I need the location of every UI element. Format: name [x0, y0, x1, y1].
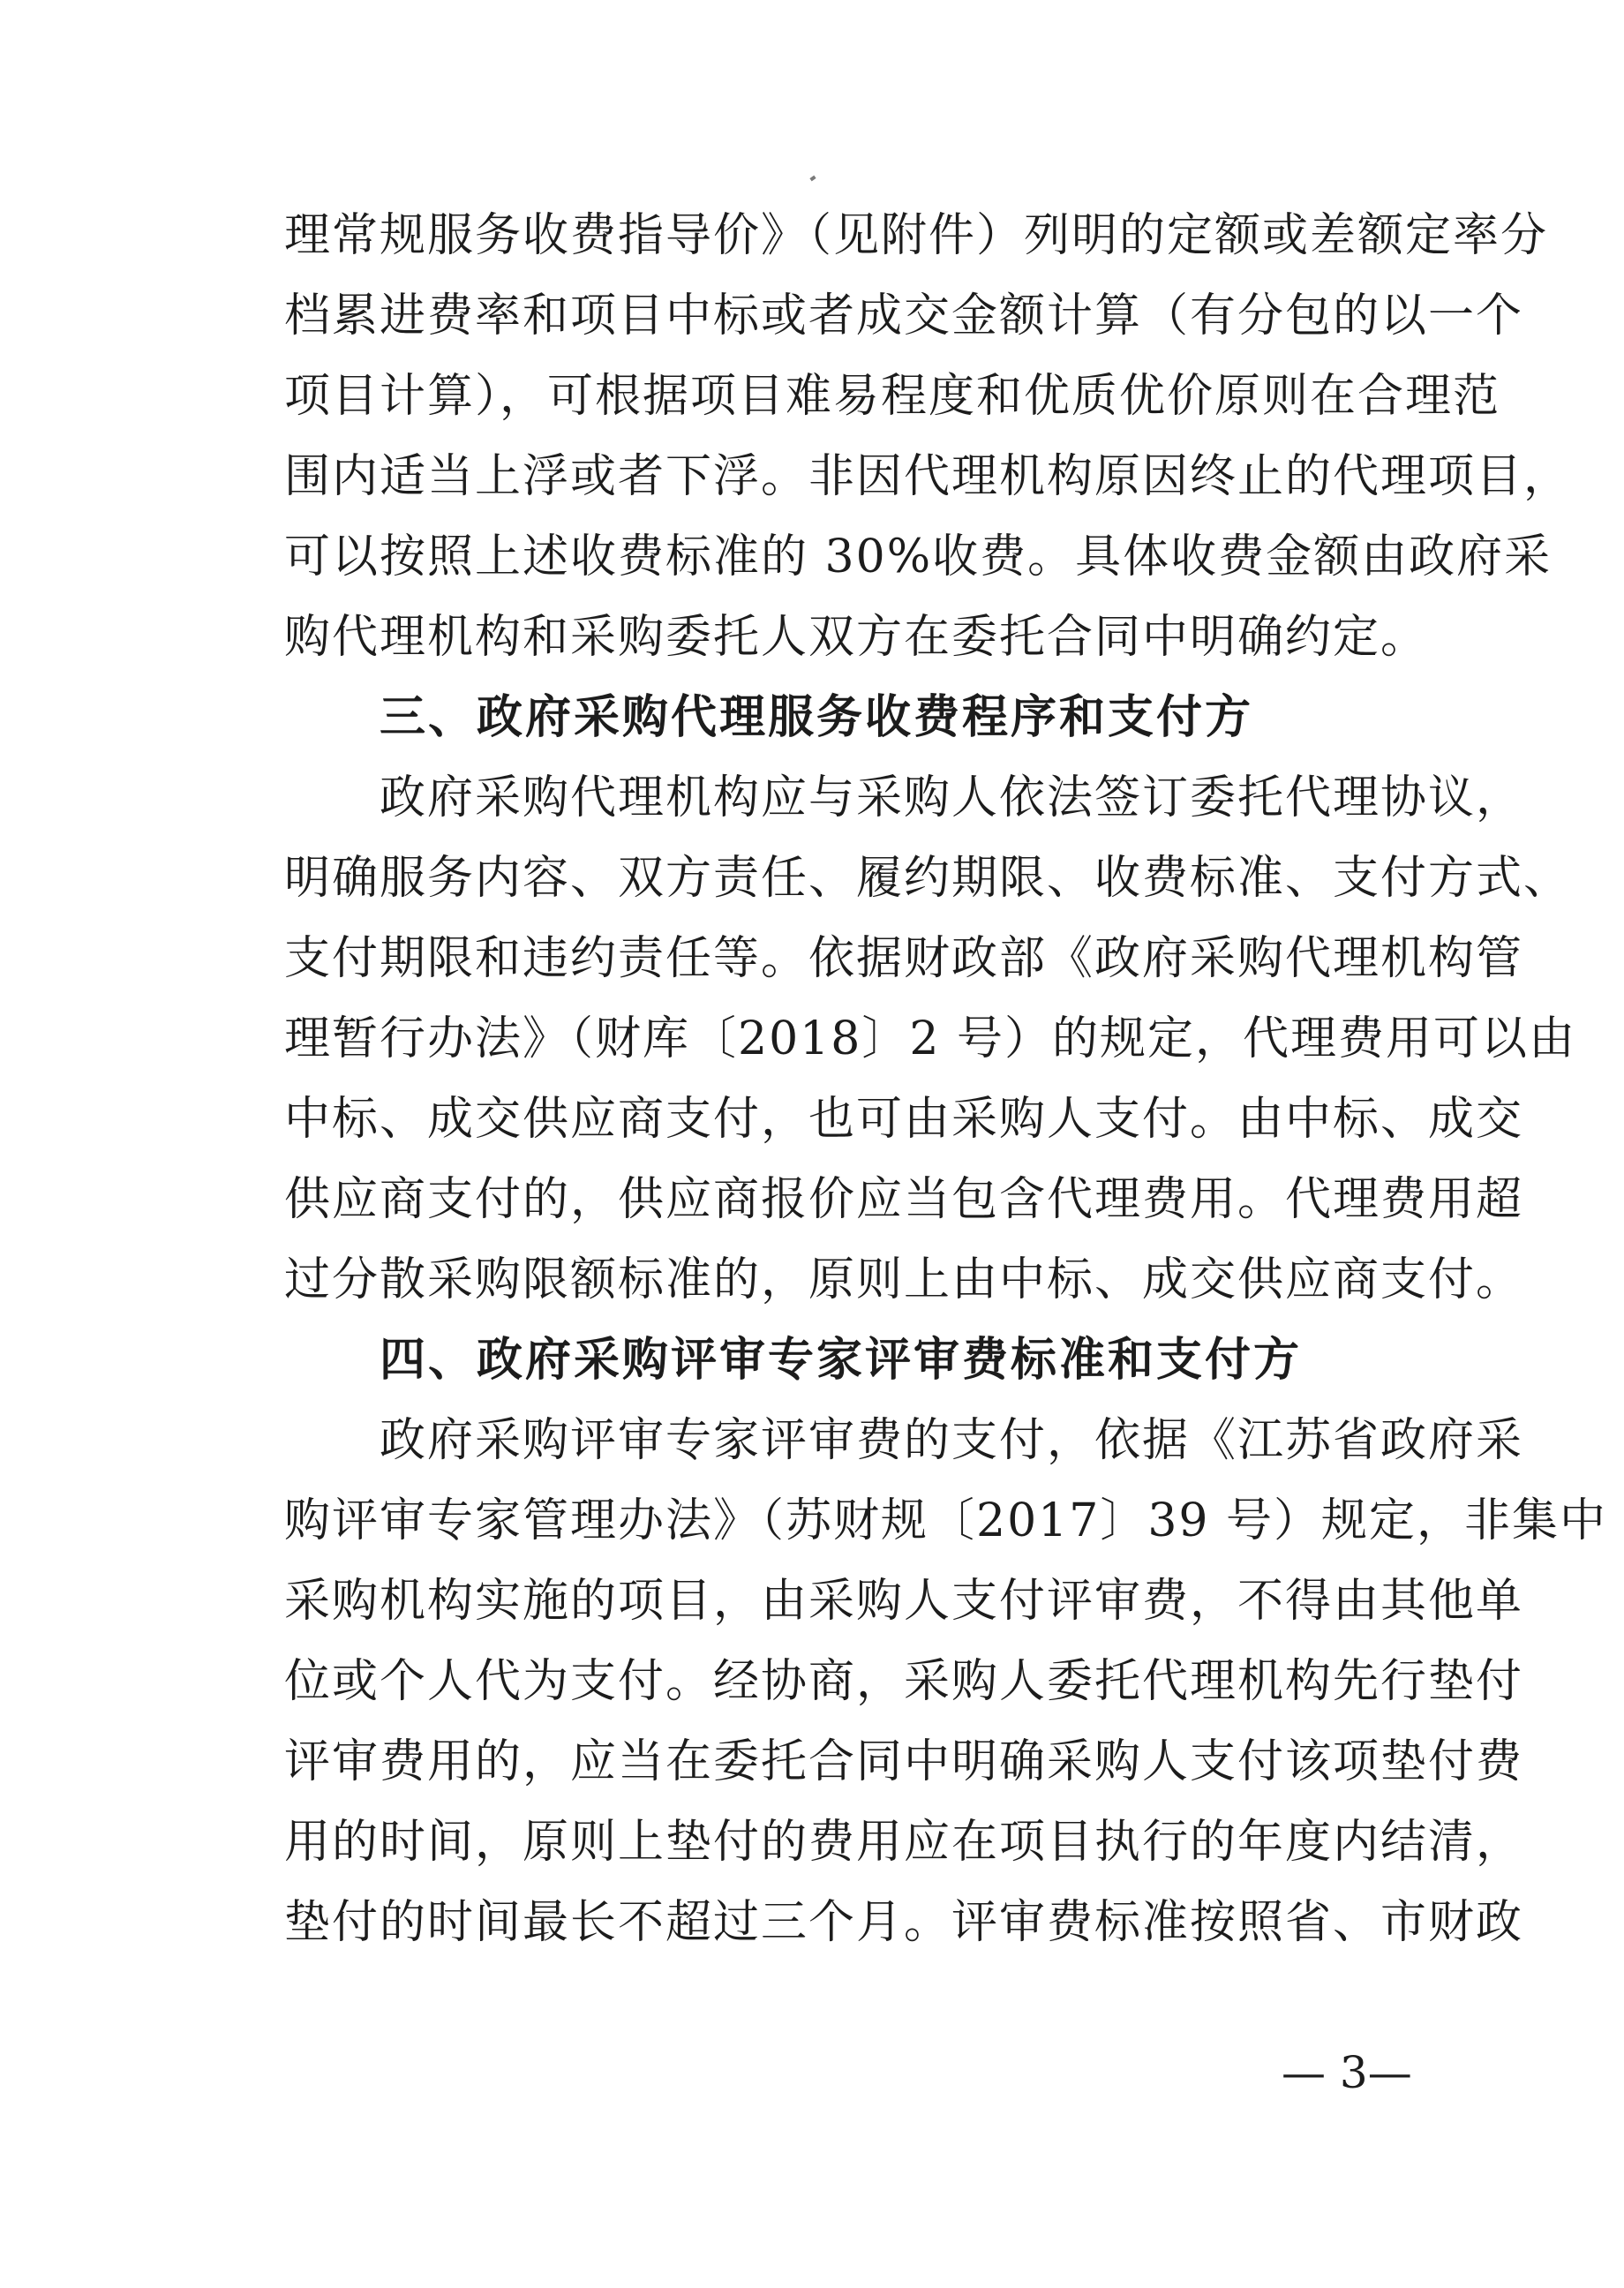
paragraph-line: 政府采购评审专家评审费的支付，依据《江苏省政府采 — [380, 1414, 1524, 1467]
paragraph-line: 可以按照上述收费标准的 30%收费。具体收费金额由政府采 — [284, 531, 1553, 583]
paragraph-line: 理暂行办法》（财库〔2018〕2 号）的规定，代理费用可以由 — [284, 1012, 1576, 1065]
body-text — [284, 196, 1608, 1963]
page-number: — 3— — [1282, 2047, 1412, 2098]
paragraph-line: 明确服务内容、双方责任、履约期限、收费标准、支付方式、 — [284, 852, 1572, 905]
paragraph-line: 垫付的时间最长不超过三个月。评审费标准按照省、市财政 — [284, 1896, 1524, 1949]
paragraph-line: 理常规服务收费指导价》（见附件）列明的定额或差额定率分 — [284, 209, 1549, 262]
paragraph-line: 购代理机构和采购委托人双方在委托合同中明确约定。 — [284, 611, 1429, 664]
paragraph-line: 中标、成交供应商支付，也可由采购人支付。由中标、成交 — [284, 1093, 1524, 1146]
paragraph-line: 位或个人代为支付。经协商，采购人委托代理机构先行垫付 — [284, 1655, 1524, 1708]
section-heading-4: 四、政府采购评审专家评审费标准和支付方 — [380, 1334, 1303, 1387]
paragraph-line: 购评审专家管理办法》（苏财规〔2017〕39 号）规定，非集中 — [284, 1494, 1608, 1547]
paragraph-line: 政府采购代理机构应与采购人依法签订委托代理协议， — [380, 771, 1524, 824]
paragraph-line: 支付期限和违约责任等。依据财政部《政府采购代理机构管 — [284, 932, 1524, 985]
paragraph-line: 项目计算），可根据项目难易程度和优质优价原则在合理范 — [284, 370, 1501, 423]
paragraph-line: 评审费用的，应当在委托合同中明确采购人支付该项垫付费 — [284, 1735, 1524, 1788]
section-heading-3: 三、政府采购代理服务收费程序和支付方 — [380, 691, 1254, 744]
paragraph-line: 用的时间，原则上垫付的费用应在项目执行的年度内结清， — [284, 1816, 1524, 1869]
paragraph-line: 围内适当上浮或者下浮。非因代理机构原因终止的代理项目， — [284, 450, 1572, 503]
paragraph-line: 采购机构实施的项目，由采购人支付评审费，不得由其他单 — [284, 1575, 1524, 1628]
paragraph-line: 过分散采购限额标准的，原则上由中标、成交供应商支付。 — [284, 1253, 1524, 1306]
scan-speck — [809, 176, 816, 182]
paragraph-line: 供应商支付的，供应商报价应当包含代理费用。代理费用超 — [284, 1173, 1524, 1226]
paragraph-line: 档累进费率和项目中标或者成交金额计算（有分包的以一个 — [284, 290, 1524, 342]
